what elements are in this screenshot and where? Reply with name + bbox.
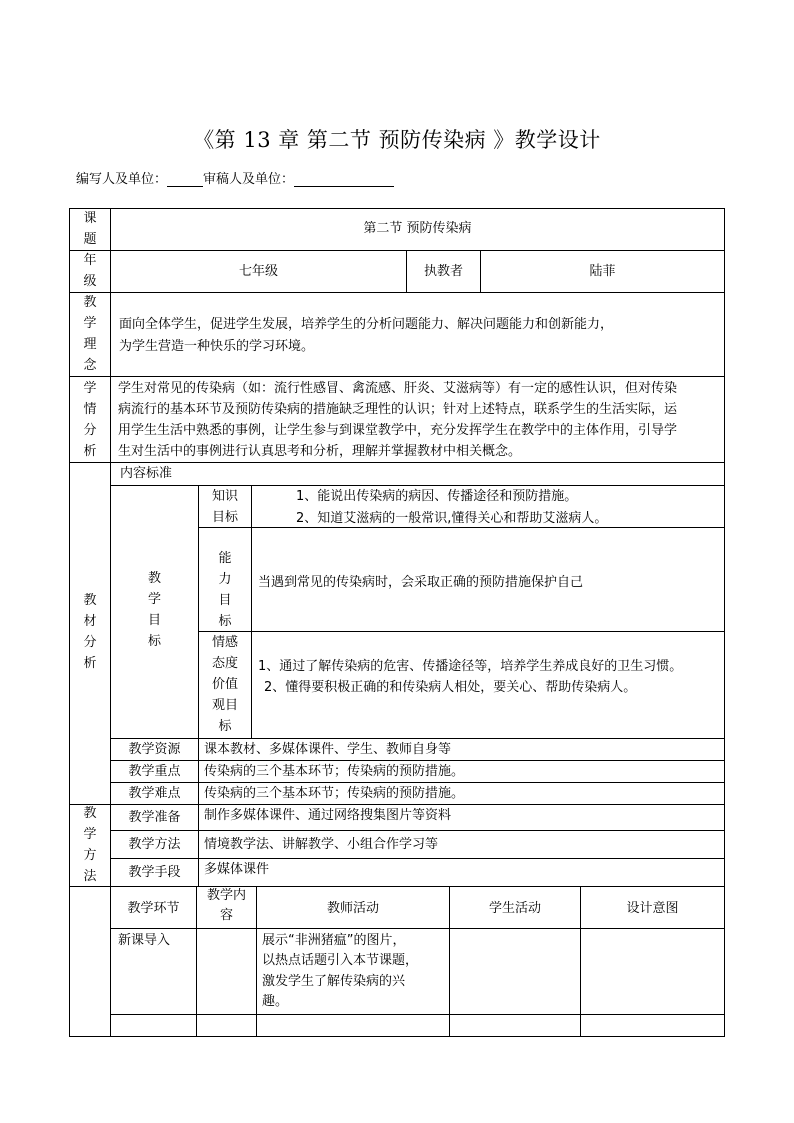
- learner-line-3: 用学生生活中熟悉的事例，让学生参与到课堂教学中，充分发挥学生在教学中的主体作用，引导学: [118, 423, 678, 438]
- topic-label: 课 题: [83, 211, 97, 247]
- emotion-goal-1: 1、通过了解传染病的危害、传播途径等，培养学生养成良好的卫生习惯。: [258, 659, 683, 674]
- knowledge-goal-label: 知识 目标: [211, 489, 238, 525]
- learner-label: 学 情 分 析: [83, 381, 97, 459]
- emotion-goal-label: 情感 态度 价值 观目 标: [211, 635, 238, 734]
- difficulties-label: 教学难点: [128, 786, 181, 801]
- philosophy-label: 教 学 理 念: [83, 295, 97, 373]
- philosophy-line-1: 面向全体学生，促进学生发展，培养学生的分析问题能力、解决问题能力和创新能力，: [119, 317, 614, 332]
- key-points-label: 教学重点: [128, 764, 181, 779]
- reviewer-label: 审稿人及单位：: [203, 172, 295, 187]
- approach-label: 教学方法: [128, 837, 181, 852]
- author-label: 编写人及单位：: [76, 172, 168, 187]
- key-points-value: 传染病的三个基本环节；传染病的预防措施。: [204, 764, 465, 779]
- teacher-activity-line-1: 展示“非洲猪瘟”的图片，: [262, 933, 406, 948]
- content-standard-label: 内容标准: [120, 466, 173, 481]
- approach-value: 情境教学法、讲解教学、小组合作学习等: [204, 837, 439, 852]
- emotion-goal-2: 2、懂得要积极正确的和传染病人相处，要关心、帮助传染病人。: [264, 680, 637, 695]
- header-student: 学生活动: [488, 901, 541, 916]
- means-value: 多媒体课件: [204, 862, 270, 877]
- stage-intro: 新课导入: [118, 933, 171, 948]
- ability-goal-text: 当遇到常见的传染病时，会采取正确的预防措施保护自己: [258, 575, 584, 590]
- ability-goal-label: 能 力 目 标: [218, 551, 232, 629]
- preparation-label: 教学准备: [128, 810, 181, 825]
- philosophy-line-2: 为学生营造一种快乐的学习环境。: [119, 339, 315, 354]
- knowledge-goal-1: 1、能说出传染病的病因、传播途径和预防措施。: [296, 489, 578, 504]
- grade-value: 七年级: [238, 264, 278, 279]
- knowledge-goal-2: 2、知道艾滋病的一般常识,懂得关心和帮助艾滋病人。: [296, 511, 608, 526]
- header-content: 教学内 容: [206, 888, 246, 923]
- resources-value: 课本教材、多媒体课件、学生、教师自身等: [204, 742, 452, 757]
- header-intent: 设计意图: [626, 901, 679, 916]
- teacher-name: 陆菲: [589, 264, 616, 279]
- teacher-activity-line-3: 激发学生了解传染病的兴: [262, 974, 406, 989]
- grade-label: 年 级: [83, 253, 97, 289]
- learner-line-2: 病流行的基本环节及预防传染病的措施缺乏理性的认识；针对上述特点，联系学生的生活实际，运: [118, 402, 678, 417]
- topic-value: 第二节 预防传染病: [363, 221, 472, 236]
- page-title: 《第 13 章 第二节 预防传染病 》教学设计: [193, 128, 601, 152]
- material-label: 教 材 分 析: [83, 593, 97, 671]
- header-stage: 教学环节: [127, 901, 180, 916]
- learner-line-4: 生对生活中的事例进行认真思考和分析，理解并掌握教材中相关概念。: [118, 444, 522, 459]
- resources-label: 教学资源: [128, 742, 181, 757]
- teacher-activity-line-4: 趣。: [262, 994, 289, 1009]
- method-label: 教 学 方 法: [83, 806, 97, 884]
- teacher-label: 执教者: [423, 264, 463, 279]
- teaching-goal-label: 教 学 目 标: [147, 571, 161, 649]
- teacher-activity-line-2: 以热点话题引入本节课题，: [262, 953, 419, 968]
- difficulties-value: 传染病的三个基本环节；传染病的预防措施。: [204, 786, 465, 801]
- preparation-value: 制作多媒体课件、通过网络搜集图片等资料: [204, 808, 452, 823]
- learner-line-1: 学生对常见的传染病（如：流行性感冒、禽流感、肝炎、艾滋病等）有一定的感性认识，但对传染: [118, 381, 678, 396]
- header-teacher: 教师活动: [326, 901, 379, 916]
- means-label: 教学手段: [128, 865, 181, 880]
